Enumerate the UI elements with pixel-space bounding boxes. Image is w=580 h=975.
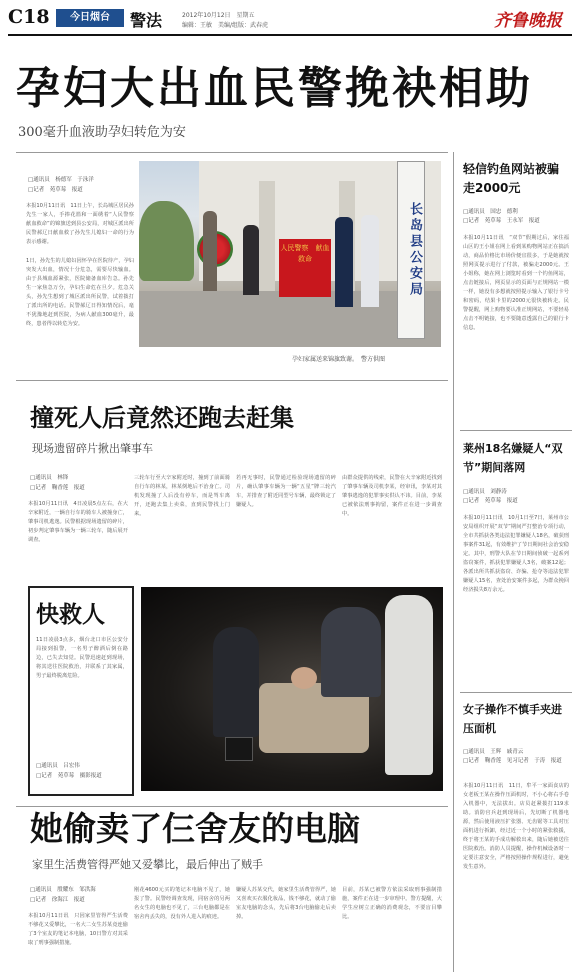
lead-headline: 孕妇大出血民警挽袂相助 xyxy=(16,63,533,114)
lead-photo xyxy=(139,161,441,347)
rescue-photo xyxy=(141,587,443,791)
rescuer-1 xyxy=(213,627,259,737)
side-column-rule xyxy=(453,152,454,972)
side3-headline: 女子操作不慎手夹进压面机 xyxy=(463,703,562,735)
side2-divider xyxy=(460,692,572,693)
story2-top-rule xyxy=(16,380,448,381)
section-tag: 今日烟台 xyxy=(56,9,124,27)
side1-body: 本报10月11日讯 “双节”假期过后，家住福山区的王小姐在网上看到某购物网站正在搞活动，商品价格比市场价便宜很多，于是她就按照网页提示进行了付款，被骗走2000元。王小姐称，她在网上浏览时看到一个钓鱼网站，点击链接后，网页显示的页面与正规网站一模一样，她没有多想就按照提示输入了银行卡号和密码，结果卡里的2000元很快被转走。民警提醒，网上购物要认准正规网站，不要轻易点击不明链接，也不要随意透露自己的银行卡信息。 xyxy=(463,235,569,331)
tree xyxy=(139,201,194,281)
header-rule xyxy=(8,34,572,36)
story2-col1: 本报10月11日讯 4日凌晨5点左右，在大辛家附近，一辆自行车的骑车人被撞身亡，肇事司机逃逸。民警根据现场遗留的碎片，初步判定肇事车辆为一辆三轮车，随后展开调查。 xyxy=(28,501,128,543)
lead-byline-1: □通讯员 杨德军 于泳洋 xyxy=(28,177,94,183)
story2-headline: 撞死人后竟然还跑去赶集 xyxy=(30,404,294,432)
pennant: 人民警察 献血救命 xyxy=(279,239,331,297)
police-officer-1 xyxy=(335,217,353,307)
story3-col4: 目前，苏某已被警方依法采取刑事强制措施，案件正在进一步审理中。警方提醒，大学生应树立正确的消费观念，不要盲目攀比。 xyxy=(342,887,442,920)
column-title: 警法 xyxy=(130,11,163,30)
story3-byline-1: □通讯员 殷耀东 邹洪海 xyxy=(30,887,96,893)
story3-col3: 嫌疑人苏某交代，她家里生活费管得严，她又喜欢买衣服化妆品，钱不够花，就动了偷室友电脑的念头，先后将3台电脑偷走后卖掉。 xyxy=(236,887,336,920)
lead-body-col1: 本报10月11日讯 11日上午，长岛城区居民孙先生一家人，手捧花篮和一面绣着“人民警察 献血救命”的锦旗送到县公安局，对城区派出所民警郝辽日献血救了孙先生儿媳妇一命的行为表示感谢。 xyxy=(26,203,140,245)
rescue-body: 11日凌晨3点多，烟台北口市区公安分局接到报警，一名男子醉酒后倒在路边，已失去知觉。民警迅速赶到现场，将其送往医院救治，并联系了其家属，男子最终脱离危险。 xyxy=(36,637,128,679)
rescue-byline-2: □记者 苑草莓 摄影报道 xyxy=(36,773,102,779)
date-line: 2012年10月12日 星期五 xyxy=(182,12,255,19)
doctor-figure xyxy=(385,595,433,775)
side3-byline-1: □通讯员 王辉 戚青云 xyxy=(463,749,524,755)
person-2 xyxy=(243,225,259,295)
side3-byline-2: □记者 鞠香莲 见习记者 于涛 报道 xyxy=(463,758,562,764)
rescue-byline-1: □通讯员 吕宏伟 xyxy=(36,763,80,769)
masthead-logo: 齐鲁晚报 xyxy=(494,11,562,31)
patient-head xyxy=(291,667,317,689)
story3-col2: 刚花4600元买的笔记本电脑不见了，她报了警。民警经调查发现，同宿舍的另两名女生的电脑也不见了，三台电脑都是在宿舍内丢失的，没有外人进入的痕迹。 xyxy=(134,887,230,920)
side2-byline-2: □记者 苑草莓 报道 xyxy=(463,498,518,504)
story2-subhead: 现场遗留碎片揪出肇事车 xyxy=(32,442,153,455)
story2-byline-1: □通讯员 林锋 xyxy=(30,475,69,481)
police-plaque: 长岛县公安局 xyxy=(397,161,425,339)
page-number: C18 xyxy=(8,6,50,28)
story2-col3: 若再无事时，民警通过检验现场遗留的碎片，确认肇事车辆为一辆“五星”牌三轮汽车，并排查了附近同型号车辆，最终锁定了嫌疑人。 xyxy=(236,475,336,508)
side2-body: 本报10月11日讯 10月1日至7日，莱州市公安局组织开展“双节”期间严打整治专项行动，全市共抓获各类违法犯罪嫌疑人18名，破获刑事案件31起，有效维护了节日期间社会治安稳定。其中，刑警大队在节日期间侦破一起系列盗窃案件，抓获犯罪嫌疑人3名，破案12起；各派出所共抓获盗窃、诈骗、抢夺等违法犯罪嫌疑人15名，查处治安案件多起，为群众挽回经济损失8万余元。 xyxy=(463,515,569,593)
side1-byline-1: □通讯员 国忠 德利 xyxy=(463,209,518,215)
column-1 xyxy=(259,181,275,291)
story2-col4: 由群众提供的线索，民警在大辛家附近找到了肇事车辆及司机李某，经审讯，李某对其肇事逃逸的犯罪事实供认不讳。目前，李某已被依法刑事拘留，案件正在进一步调查中。 xyxy=(342,475,442,517)
medical-bag xyxy=(225,737,253,761)
side3-body: 本报10月11日讯 11日，牟平一家面食店的女老板王某在操作压面机时，不小心将右手卷入机器中，无法拔出。店员赶紧拨打119求助。消防官兵赶到现场后，先切断了机器电源，然后使用液压扩张器、无齿锯等工具对压面机进行拆卸，经过近一个小时的紧张救援，终于将王某的手成功解救出来，随后她被送往医院救治。消防人员提醒，操作机械设备时一定要注意安全，严格按照操作规程进行，避免发生意外。 xyxy=(463,783,569,870)
story3-subhead: 家里生活费管得严她又爱攀比，最后伸出了贼手 xyxy=(32,858,263,871)
rescue-headline: 快救人 xyxy=(36,602,105,628)
story2-byline-2: □记者 鞠香莲 报道 xyxy=(30,485,85,491)
side2-byline-1: □通讯员 刘静涛 xyxy=(463,489,507,495)
side2-headline: 莱州18名嫌疑人“双节”期间落网 xyxy=(463,442,563,474)
ground xyxy=(139,291,441,347)
story3-col1: 本报10月11日讯 只因家里管得严生活费不够花又爱攀比，一名大二女生苏某竟连偷了3个室友的笔记本电脑，10日警方对其采取了刑事强制措施。 xyxy=(28,913,128,946)
story3-headline: 她偷卖了仨舍友的电脑 xyxy=(30,809,360,848)
editor-line: 编辑：王敏 美编/组版：武春虎 xyxy=(182,22,269,29)
police-officer-2 xyxy=(361,215,379,307)
lead-subhead: 300毫升血液助孕妇转危为安 xyxy=(18,125,186,140)
side1-byline-2: □记者 苑草莓 王永军 报道 xyxy=(463,218,540,224)
lead-byline-2: □记者 苑草莓 报道 xyxy=(28,187,83,193)
story2-col2: 三轮车行至大辛家附近时，撞到了前面骑自行车的林某，林某倒地后不治身亡。司机发现撞了人后没有停车，而是驾车离开，还跑去集上卖菜，直到民警找上门来。 xyxy=(134,475,230,517)
story3-top-rule xyxy=(16,806,448,807)
rescuer-2 xyxy=(321,607,381,697)
lead-divider xyxy=(16,152,448,153)
lead-photo-caption: 孕妇家属送来锦旗致谢。 警方供图 xyxy=(292,356,386,363)
story3-byline-2: □记者 徐海江 报道 xyxy=(30,897,85,903)
lead-body-col2: 1日，孙先生的儿媳妇因怀孕在医院待产，孕妇突发大出血，情况十分危急，需要尽快输血。由于县城血源紧张，医院储备血库告急。孙先生一家焦急万分，孕妇生命危在旦夕。危急关头，孙先生想到了城区派出所民警，试着拨打了派出所的电话。民警郝辽日得知情况后，毫不犹豫地赶到医院，为病人献血300毫升，最终，患者得以转危为安。 xyxy=(26,258,134,327)
person-1 xyxy=(203,211,217,291)
side1-headline: 轻信钓鱼网站被骗走2000元 xyxy=(463,162,560,195)
side1-divider xyxy=(460,430,572,431)
